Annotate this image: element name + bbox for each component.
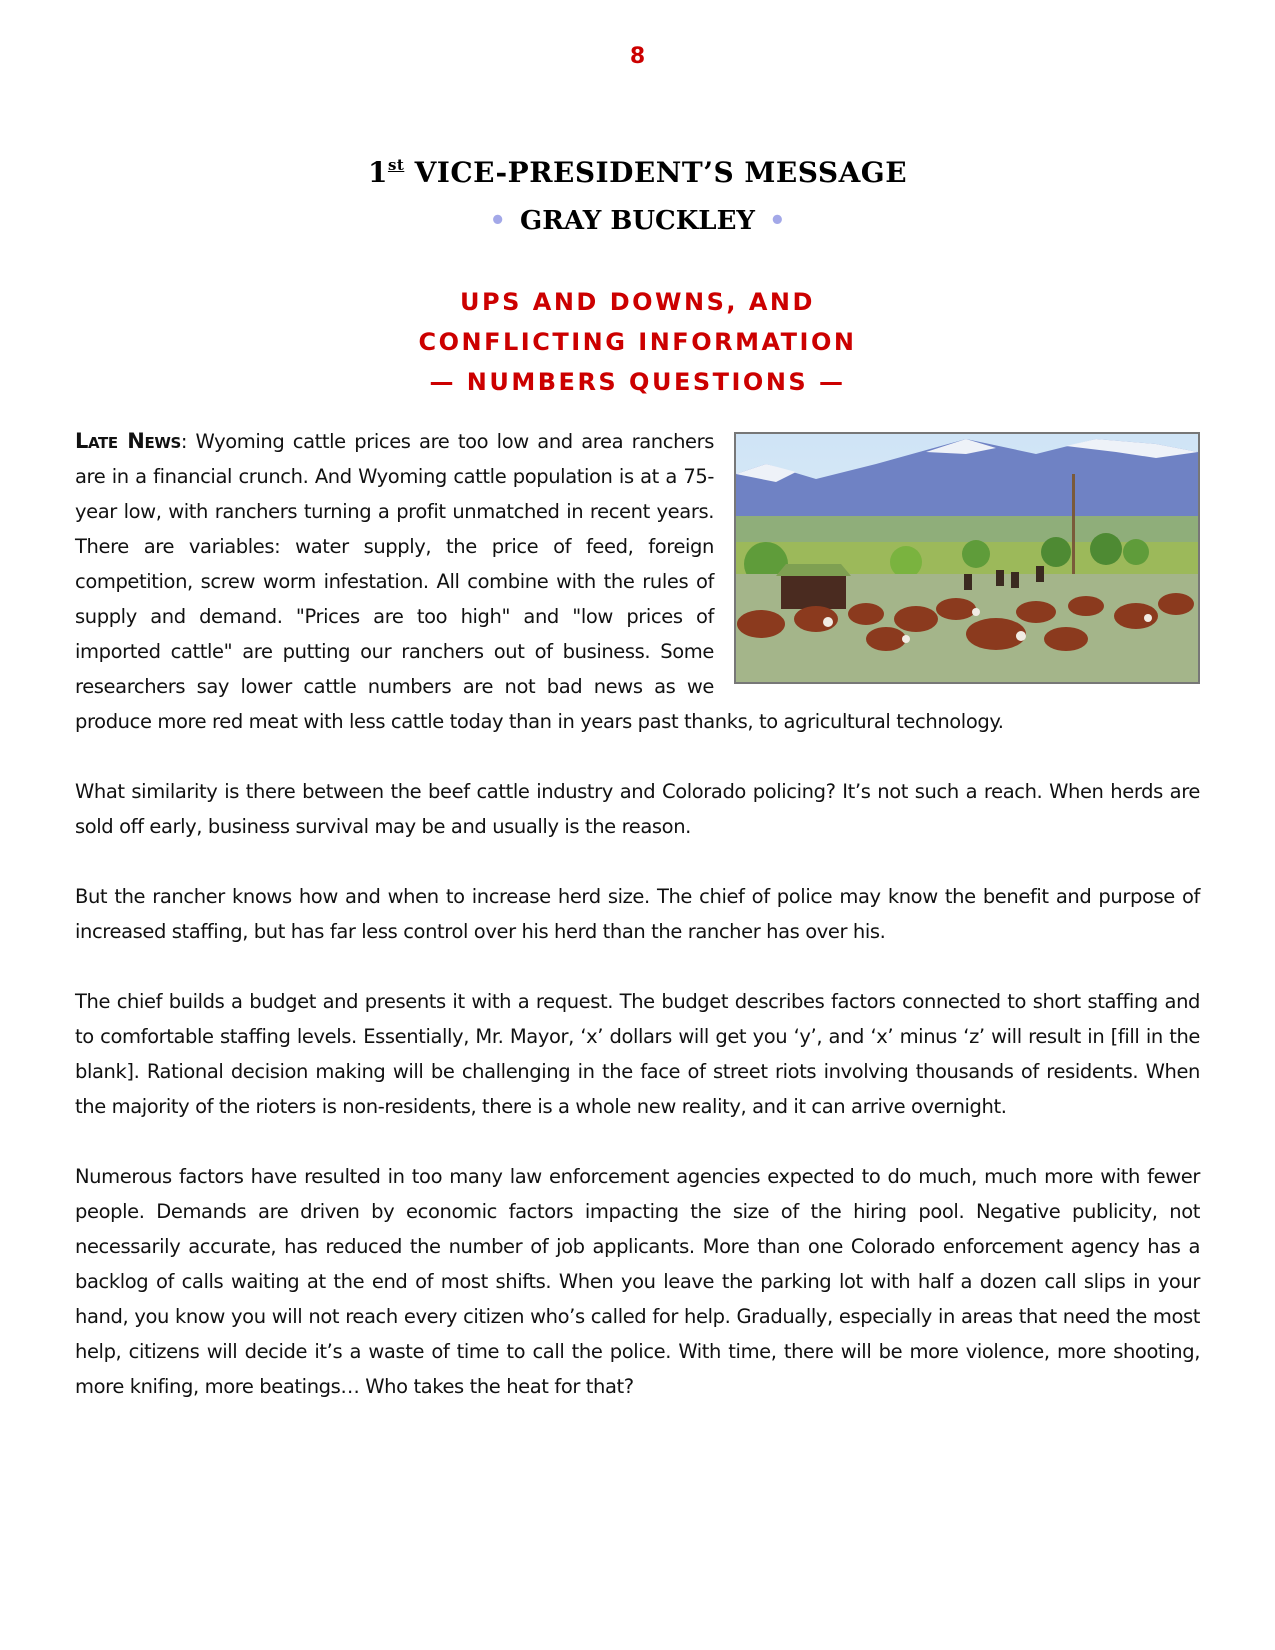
paragraph: But the rancher knows how and when to increase herd size. The chief of police may know the benefit and purpose of increased staffing, but has far less control over his herd than the rancher has over his.	[75, 885, 1200, 943]
paragraph: The chief builds a budget and presents it with a request. The budget describes factors connected to short staffing and to comfortable staffing levels. Essentially, Mr. Mayor, ‘x’ dollars will get you ‘y’, and ‘x’ minus ‘z’ will result in [fill in the blank]. Rational decision making will be challenging in the face of street riots involving thousands of residents. When the majority of the rioters is non-residents, there is a whole new reality, and it can arrive overnight.	[75, 990, 1200, 1118]
page-number: 8	[629, 44, 646, 69]
subheading-line-3: — NUMBERS QUESTIONS —	[429, 368, 846, 396]
cattle-ranch-photo	[734, 432, 1200, 684]
cattle-ranch-image	[736, 434, 1198, 682]
paragraph: Numerous factors have resulted in too many law enforcement agencies expected to do much, much more with fewer people. Demands are driven by economic factors impacting the size of the hiring pool. Negative publicity, not necessarily accurate, has reduced the number of job applicants. More than one Colorado enforcement agency has a backlog of calls waiting at the end of most shifts. When you leave the parking lot with half a dozen call slips in your hand, you know you will not reach every citizen who’s called for help. Gradually, especially in areas that need the most help, citizens will decide it’s a waste of time to call the police. With time, there will be more violence, more shooting, more knifing, more beatings… Who takes the heat for that?	[75, 1165, 1200, 1398]
author-name: GRAY BUCKLEY	[520, 206, 755, 236]
paragraph: What similarity is there between the beef cattle industry and Colorado policing? It’s not such a reach. When herds are sold off early, business survival may be and usually is the reason.	[75, 780, 1200, 838]
subheading-line-1: UPS AND DOWNS, AND	[460, 288, 815, 316]
late-news-label: Late News	[75, 429, 181, 453]
page-title	[0, 156, 1275, 189]
bullet-icon: •	[489, 206, 507, 236]
title-text: VICE-PRESIDENT’S MESSAGE	[414, 156, 908, 189]
title-ordinal: 1	[367, 156, 388, 189]
paragraph-text: : Wyoming cattle prices are too low and area ranchers are in a financial crunch. And Wyoming cattle population is at a 75-year low, with ranchers turning a profit unmatched in recent years. There are variables: water supply, the price of feed, foreign competition, screw worm infestation. All combine with the rules of supply and demand. "Prices are too high" and "low prices of imported cattle" are putting our ranchers out of business. Some researchers say lower cattle numbers are not bad news as we produce more red meat with less cattle today than in years past thanks, to agricultural technology.	[75, 430, 1004, 733]
bullet-icon: •	[768, 206, 786, 236]
article-body	[75, 424, 1200, 1439]
subheading-line-2: CONFLICTING INFORMATION	[418, 328, 857, 356]
author-line	[0, 206, 1275, 236]
title-ordinal-suffix: st	[387, 156, 405, 174]
